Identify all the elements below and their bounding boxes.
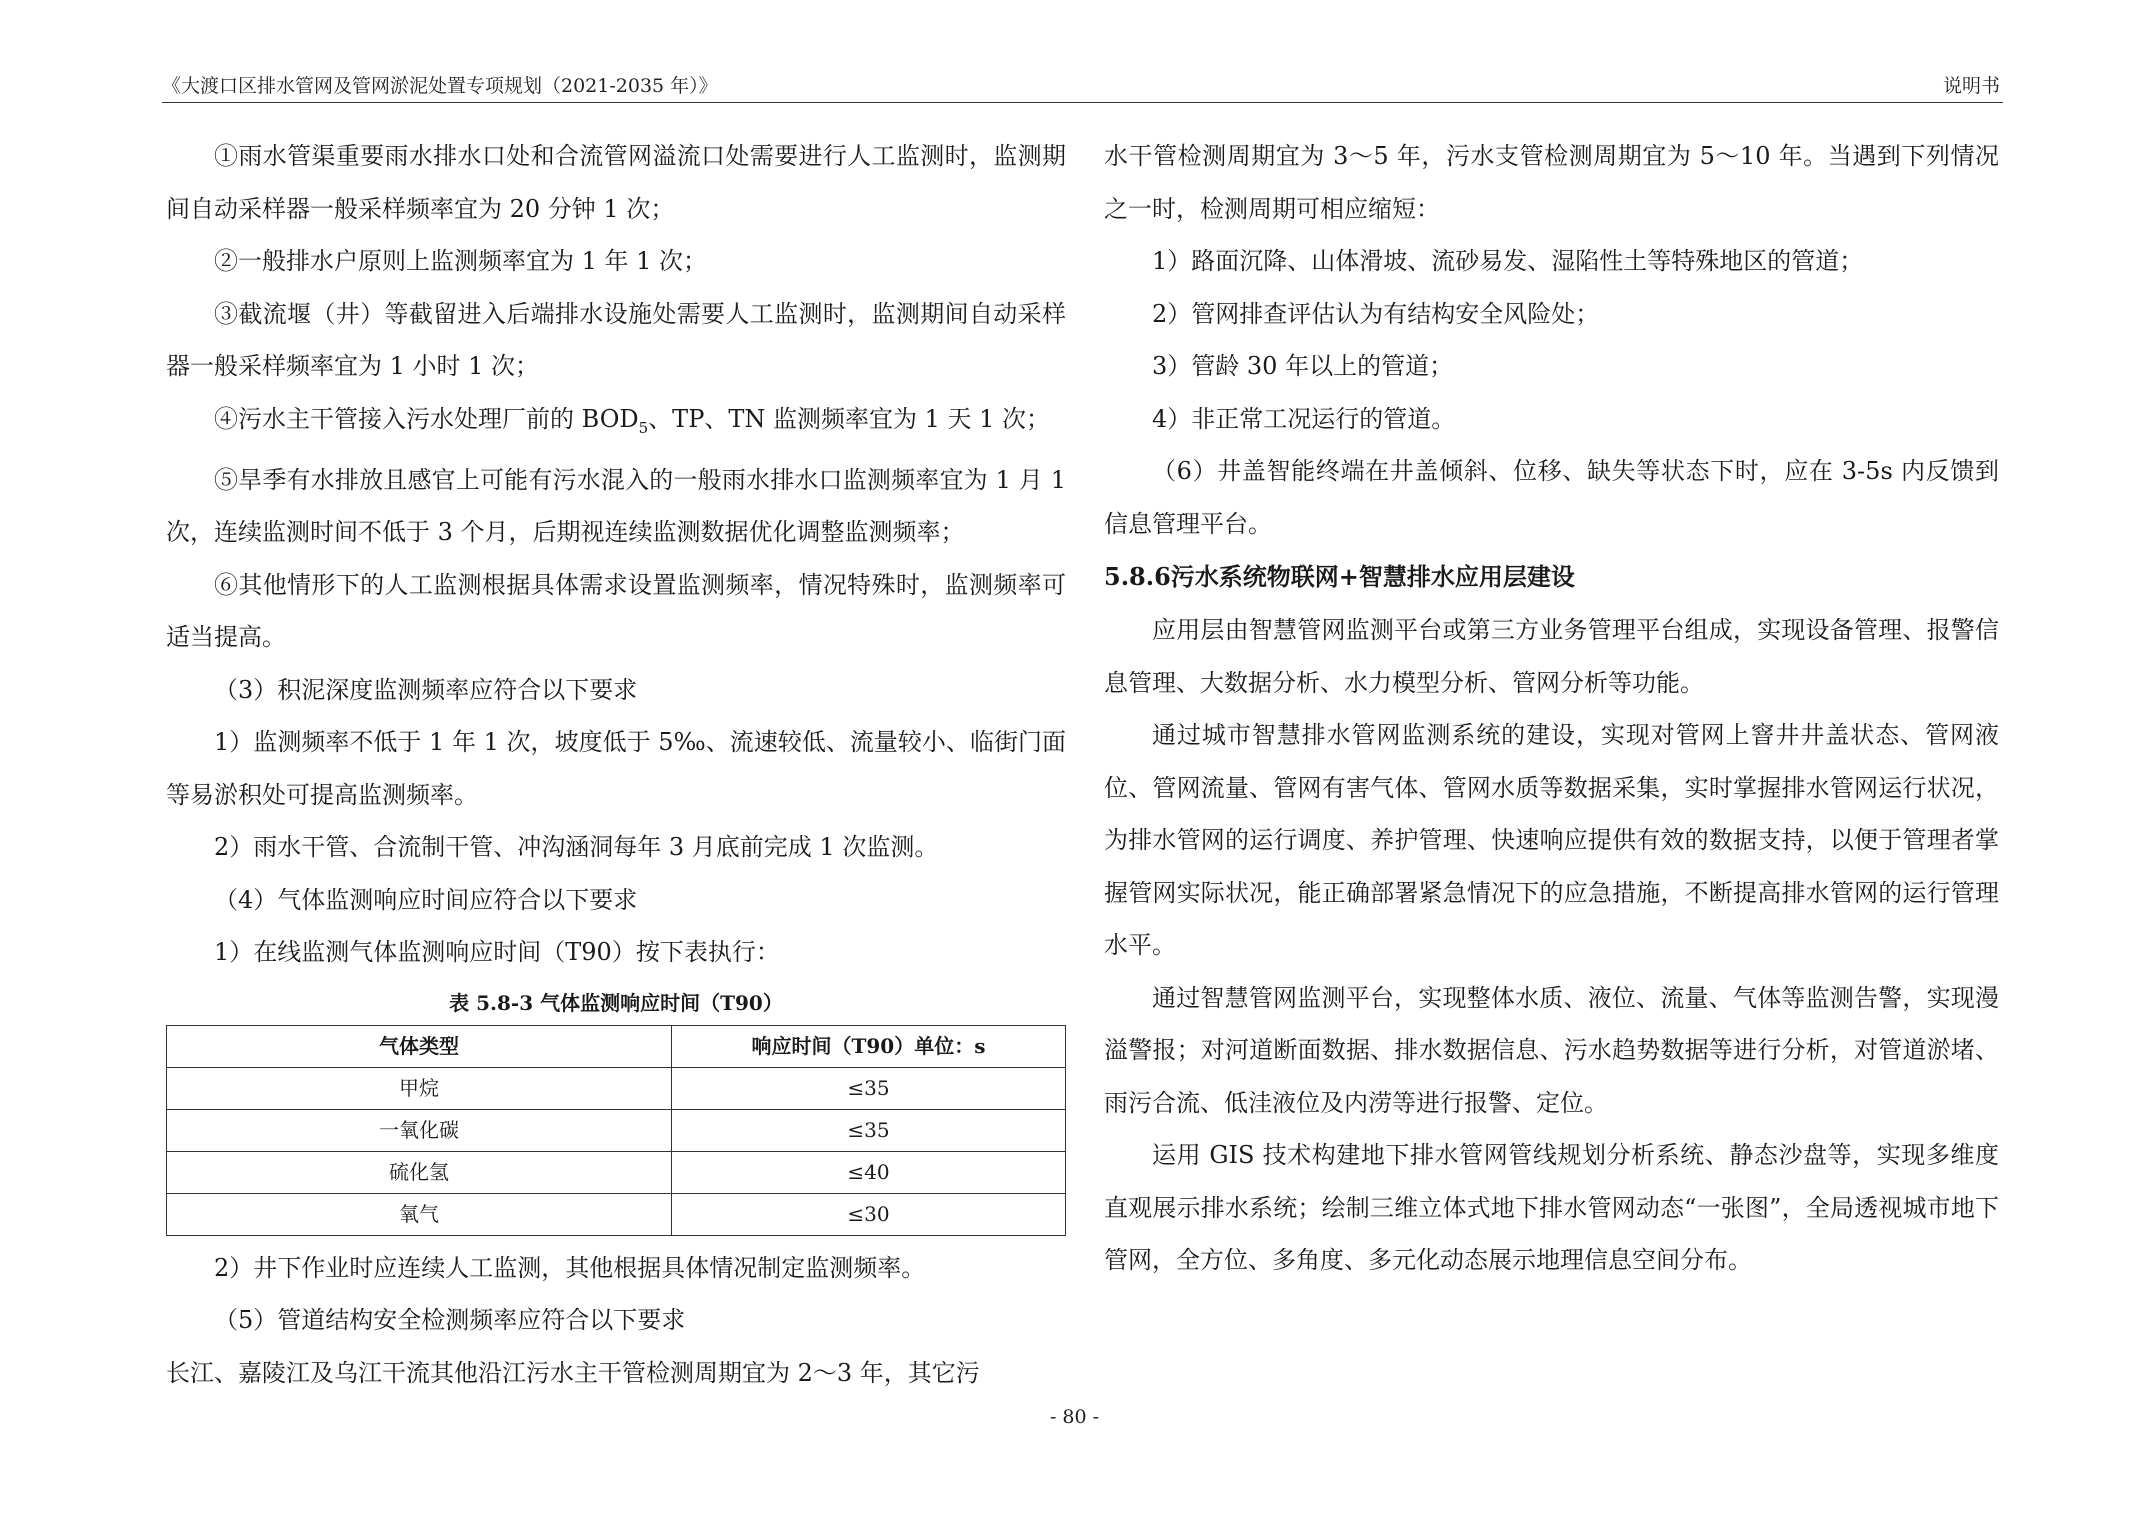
text-run: 、TP、TN 监测频率宜为 1 天 1 次；	[648, 404, 1051, 433]
paragraph: 1）在线监测气体监测响应时间（T90）按下表执行：	[214, 938, 780, 967]
table-caption: 表 5.8-3 气体监测响应时间（T90）	[449, 990, 783, 1015]
subsection-heading: （4）气体监测响应时间应符合以下要求	[214, 885, 638, 914]
section-heading: 5.8.6污水系统物联网+智慧排水应用层建设	[1104, 562, 1575, 591]
paragraph	[166, 393, 1066, 454]
table-row	[167, 1067, 1066, 1109]
column-header: 响应时间（T90）单位：s	[672, 1025, 1066, 1067]
column-header: 气体类型	[167, 1025, 672, 1067]
paragraph: 水干管检测周期宜为 3～5 年，污水支管检测周期宜为 5～10 年。当遇到下列情况之一时，检测周期可相应缩短：	[1104, 142, 1999, 223]
paragraph: 2）雨水干管、合流制干管、冲沟涵洞每年 3 月底前完成 1 次监测。	[214, 833, 939, 862]
table-cell: ≤35	[672, 1109, 1066, 1151]
document-title-header: 《大渡口区排水管网及管网淤泥处置专项规划（2021-2035 年）》	[162, 75, 718, 97]
table-row	[167, 1151, 1066, 1193]
paragraph: ⑥其他情形下的人工监测根据具体需求设置监测频率，情况特殊时，监测频率可适当提高。	[166, 570, 1066, 652]
paragraph: ①雨水管渠重要雨水排水口处和合流管网溢流口处需要进行人工监测时，监测期间自动采样器一般采样频率宜为 20 分钟 1 次；	[166, 142, 1066, 223]
table-cell: ≤40	[672, 1151, 1066, 1193]
paragraph: 长江、嘉陵江及乌江干流其他沿江污水主干管检测周期宜为 2～3 年，其它污	[166, 1358, 980, 1387]
table-row	[167, 1109, 1066, 1151]
left-column	[166, 130, 1066, 1399]
table-cell: 硫化氢	[167, 1151, 672, 1193]
table-cell: 一氧化碳	[167, 1109, 672, 1151]
table-cell: 氧气	[167, 1193, 672, 1235]
subscript: 5	[638, 418, 649, 437]
table-cell: ≤30	[672, 1193, 1066, 1235]
paragraph: 1）监测频率不低于 1 年 1 次，坡度低于 5‰、流速较低、流量较小、临街门面等易淤积处可提高监测频率。	[166, 728, 1066, 809]
paragraph: 1）路面沉降、山体滑坡、流砂易发、湿陷性土等特殊地区的管道；	[1152, 247, 1864, 275]
document-type-label: 说明书	[1942, 75, 2000, 97]
table-cell: ≤35	[672, 1067, 1066, 1109]
table-row	[167, 1193, 1066, 1235]
paragraph: 通过智慧管网监测平台，实现整体水质、液位、流量、气体等监测告警，实现漫溢警报；对河道断面数据、排水数据信息、污水趋势数据等进行分析，对管道淤堵、雨污合流、低洼液位及内涝等进行报警、定位。	[1104, 983, 1999, 1117]
paragraph: 应用层由智慧管网监测平台或第三方业务管理平台组成，实现设备管理、报警信息管理、大数据分析、水力模型分析、管网分析等功能。	[1104, 616, 1999, 697]
paragraph: 通过城市智慧排水管网监测系统的建设，实现对管网上窨井井盖状态、管网液位、管网流量、管网有害气体、管网水质等数据采集，实时掌握排水管网运行状况，为排水管网的运行调度、养护管理、快速响应提供有效的数据支持，以便于管理者掌握管网实际状况，能正确部署紧急情况下的应急措施，不断提高排水管网的运行管理水平。	[1104, 721, 1999, 959]
subsection-heading: （3）积泥深度监测频率应符合以下要求	[214, 675, 638, 704]
paragraph: （6）井盖智能终端在井盖倾斜、位移、缺失等状态下时，应在 3-5s 内反馈到信息管理平台。	[1104, 457, 1999, 538]
header-divider	[162, 102, 2003, 103]
text-run: ④污水主干管接入污水处理厂前的 BOD	[214, 404, 639, 433]
page-number: - 80 -	[1049, 1406, 1100, 1428]
paragraph: 运用 GIS 技术构建地下排水管网管线规划分析系统、静态沙盘等，实现多维度直观展示排水系统；绘制三维立体式地下排水管网动态“一张图”，全局透视城市地下管网，全方位、多角度、多元化动态展示地理信息空间分布。	[1104, 1141, 1999, 1274]
table-header-row	[167, 1025, 1066, 1067]
paragraph: ③截流堰（井）等截留进入后端排水设施处需要人工监测时，监测期间自动采样器一般采样频率宜为 1 小时 1 次；	[166, 299, 1066, 380]
paragraph: ⑤旱季有水排放且感官上可能有污水混入的一般雨水排水口监测频率宜为 1 月 1 次，连续监测时间不低于 3 个月，后期视连续监测数据优化调整监测频率；	[166, 465, 1066, 547]
paragraph: 3）管龄 30 年以上的管道；	[1152, 352, 1454, 380]
paragraph: 4）非正常工况运行的管道。	[1152, 404, 1456, 433]
paragraph: 2）管网排查评估认为有结构安全风险处；	[1152, 299, 1600, 328]
right-column	[1104, 130, 1999, 1287]
gas-response-table	[166, 1025, 1066, 1236]
table-cell: 甲烷	[167, 1067, 672, 1109]
paragraph: ②一般排水户原则上监测频率宜为 1 年 1 次；	[214, 247, 708, 275]
subsection-heading: （5）管道结构安全检测频率应符合以下要求	[214, 1306, 686, 1335]
paragraph: 2）井下作业时应连续人工监测，其他根据具体情况制定监测频率。	[214, 1253, 926, 1282]
